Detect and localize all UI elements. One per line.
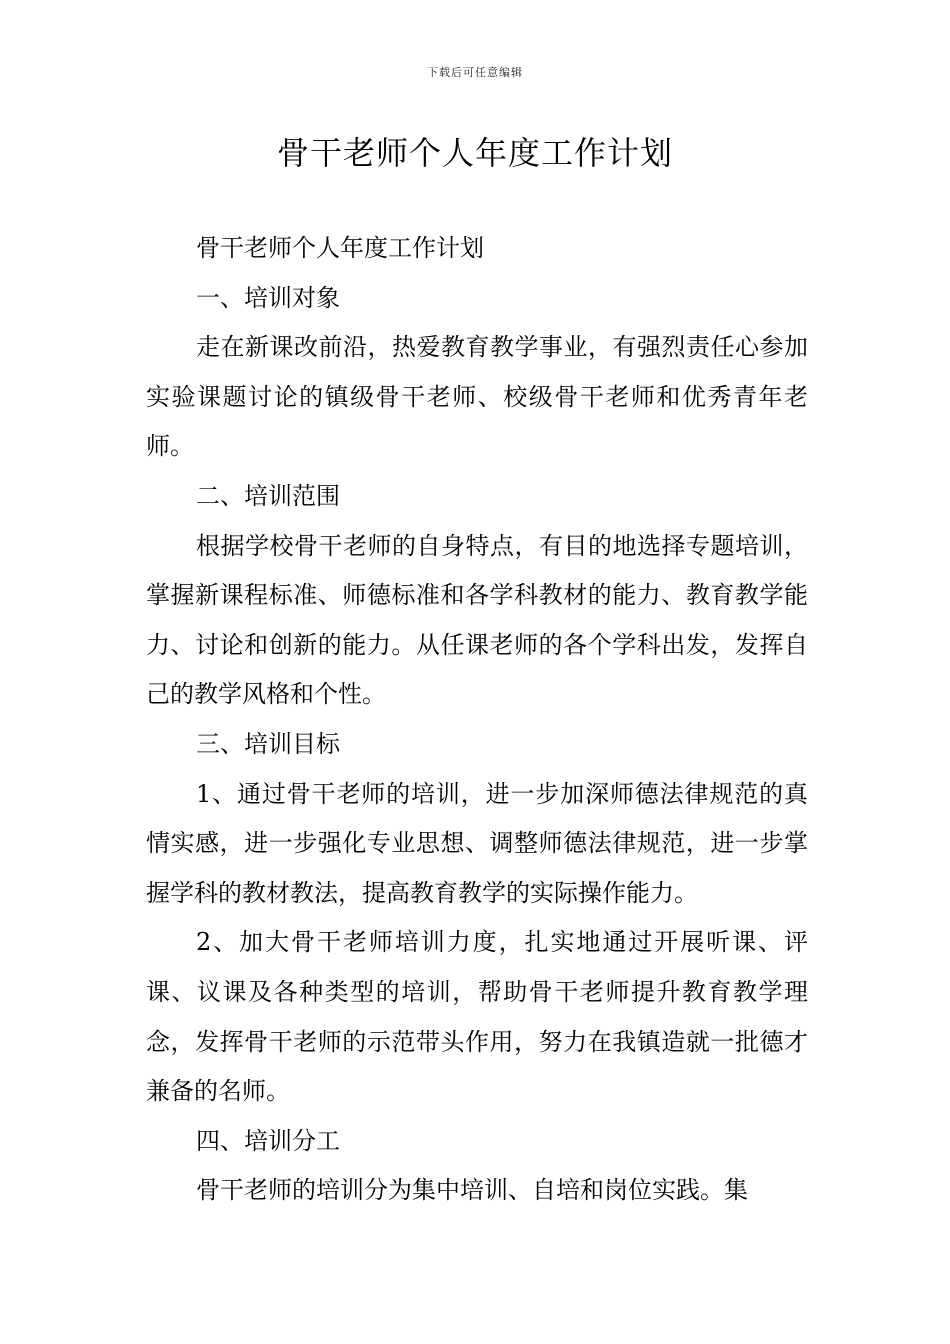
body-paragraph: 骨干老师的培训分为集中培训、自培和岗位实践。集 — [196, 1176, 748, 1205]
document-title: 骨干老师个人年度工作计划 — [276, 134, 673, 172]
body-paragraph: 2、加大骨干老师培训力度，扎实地通过开展听课、评课、议课及各种类型的培训，帮助骨干老师提升教育教学理念，发挥骨干老师的示范带头作用，努力在我镇造就一批德才兼备的名师。 — [146, 928, 808, 1106]
document-body — [146, 224, 808, 1216]
subtitle-paragraph: 骨干老师个人年度工作计划 — [196, 234, 484, 262]
header-note: 下载后可任意编辑 — [427, 66, 523, 79]
body-paragraph: 1、通过骨干老师的培训，进一步加深师德法律规范的真情实感，进一步强化专业思想、调整师德法律规范，进一步掌握学科的教材教法，提高教育教学的实际操作能力。 — [146, 779, 808, 907]
section-heading-4: 四、培训分工 — [196, 1126, 340, 1155]
section-heading-3: 三、培训目标 — [196, 729, 340, 758]
body-paragraph: 走在新课改前沿，热爱教育教学事业，有强烈责任心参加实验课题讨论的镇级骨干老师、校级骨干老师和优秀青年老师。 — [146, 333, 808, 461]
section-heading-1: 一、培训对象 — [196, 283, 340, 312]
body-paragraph: 根据学校骨干老师的自身特点，有目的地选择专题培训，掌握新课程标准、师德标准和各学科教材的能力、教育教学能力、讨论和创新的能力。从任课老师的各个学科出发，发挥自己的教学风格和个性。 — [146, 531, 808, 709]
section-heading-2: 二、培训范围 — [196, 481, 340, 510]
